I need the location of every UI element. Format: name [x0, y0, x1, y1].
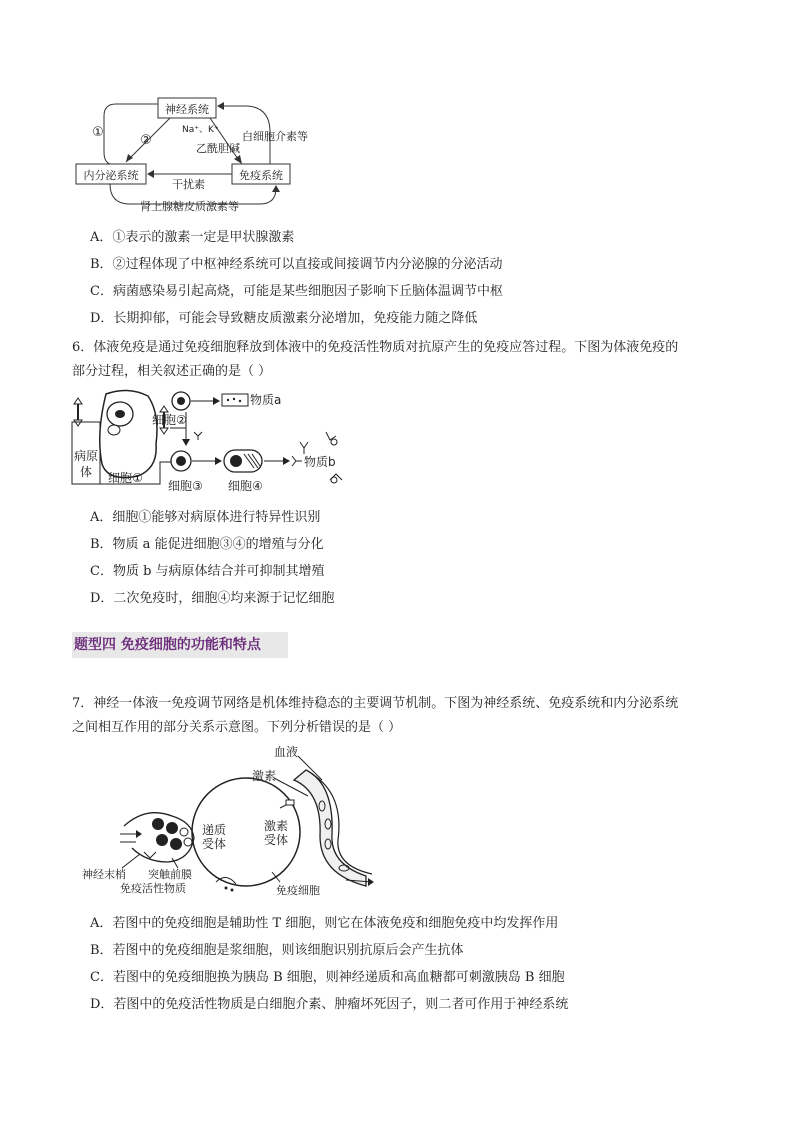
- interferon-label: 干扰素: [172, 178, 205, 191]
- immune-active-label: 免疫活性物质: [120, 882, 186, 895]
- q7-option-a: A．若图中的免疫细胞是辅助性 T 细胞，则它在体液免疫和细胞免疫中均发挥作用: [90, 916, 559, 931]
- diagram-nerve-immune-cell: [76, 744, 376, 898]
- q5-option-b: B．②过程体现了中枢神经系统可以直接或间接调节内分泌腺的分泌活动: [90, 257, 503, 272]
- q6-option-a: A．细胞①能够对病原体进行特异性识别: [90, 510, 321, 525]
- q5-option-a: A．①表示的激素一定是甲状腺激素: [90, 230, 295, 245]
- q5-option-d: D．长期抑郁，可能会导致糖皮质激素分泌增加，免疫能力随之降低: [90, 311, 478, 326]
- label-1: ①: [92, 125, 104, 140]
- transmitter-receptor-label-1: 递质: [202, 823, 227, 837]
- pathogen-label-1: 病原: [74, 449, 99, 463]
- q7-option-d: D．若图中的免疫活性物质是白细胞介素、肿瘤坏死因子，则二者可作用于神经系统: [90, 997, 569, 1012]
- substance-a-label: 物质a: [250, 393, 282, 407]
- q6-stem-line1: 6．体液免疫是通过免疫细胞释放到体液中的免疫活性物质对抗原产生的免疫应答过程。下图为体液免疫的: [72, 340, 679, 355]
- q7-option-b: B．若图中的免疫细胞是浆细胞，则该细胞识别抗原后会产生抗体: [90, 943, 464, 958]
- nerve-ending-label: 神经末梢: [82, 868, 126, 881]
- interleukin-label: 白细胞介素等: [242, 130, 308, 143]
- endocrine-box-label: 内分泌系统: [83, 169, 139, 182]
- cell-1-label: 细胞①: [108, 471, 143, 485]
- label-2: ②: [140, 133, 152, 148]
- q7-stem-line2: 之间相互作用的部分关系示意图。下列分析错误的是（ ）: [72, 720, 402, 735]
- diagram-neuro-endo-immune: [70, 92, 330, 216]
- nervous-box-label: 神经系统: [165, 103, 209, 116]
- q7-stem-line1: 7．神经一体液一免疫调节网络是机体维持稳态的主要调节机制。下图为神经系统、免疫系统和内分泌系统: [72, 696, 679, 711]
- cortisol-label: 肾上腺糖皮质激素等: [140, 200, 239, 213]
- hormone-receptor-label-1: 激素: [264, 819, 289, 833]
- cell-3-label: 细胞③: [168, 479, 203, 493]
- pathogen-label-2: 体: [80, 465, 93, 479]
- cell-2-label: 细胞②: [152, 413, 187, 427]
- immune-cell-label: 免疫细胞: [276, 884, 320, 897]
- q6-option-b: B．物质 a 能促进细胞③④的增殖与分化: [90, 537, 324, 552]
- hormone-receptor-label-2: 受体: [264, 833, 289, 847]
- q6-option-c: C．物质 b 与病原体结合并可抑制其增殖: [90, 564, 325, 579]
- acetylcholine-label: 乙酰胆碱: [196, 142, 240, 155]
- diagram-humoral-immunity: [68, 384, 368, 496]
- presynaptic-label: 突触前膜: [148, 868, 192, 881]
- q7-option-c: C．若图中的免疫细胞换为胰岛 B 细胞，则神经递质和高血糖都可刺激胰岛 B 细胞: [90, 970, 565, 985]
- ions-label: Na⁺、K⁺: [182, 125, 219, 135]
- substance-b-label: 物质b: [304, 455, 336, 469]
- cell-4-label: 细胞④: [228, 479, 263, 493]
- q6-stem-line2: 部分过程，相关叙述正确的是（ ）: [72, 364, 272, 379]
- hormone-label: 激素: [252, 769, 277, 783]
- q6-option-d: D．二次免疫时，细胞④均来源于记忆细胞: [90, 591, 335, 606]
- immune-box-label: 免疫系统: [239, 169, 283, 182]
- section-heading: 题型四 免疫细胞的功能和特点: [72, 632, 288, 658]
- transmitter-receptor-label-2: 受体: [202, 837, 227, 851]
- q5-option-c: C．病菌感染易引起高烧，可能是某些细胞因子影响下丘脑体温调节中枢: [90, 284, 503, 299]
- blood-label: 血液: [274, 745, 299, 759]
